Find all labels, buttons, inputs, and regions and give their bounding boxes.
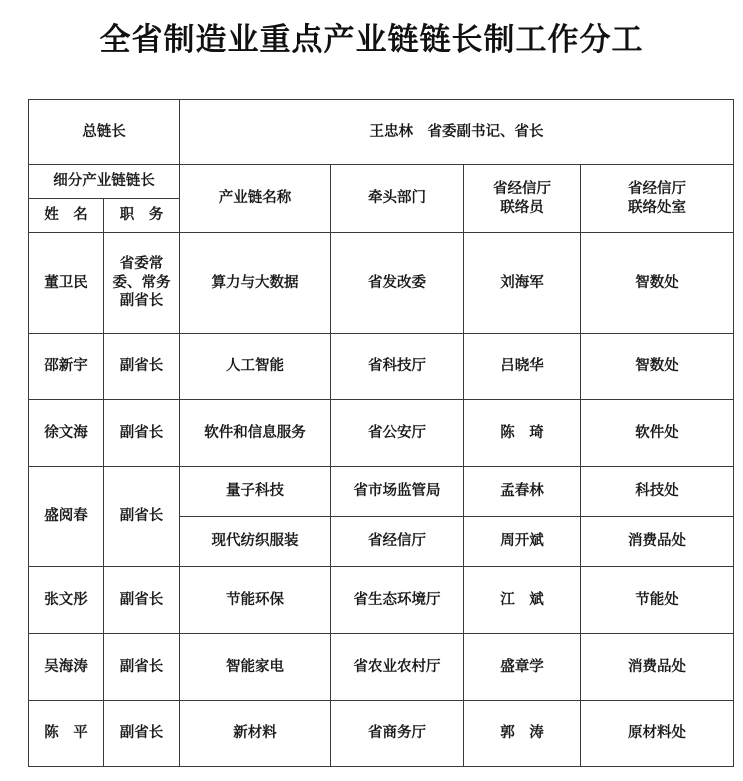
liaison-office: 智数处 [581, 334, 734, 400]
lead-department: 省市场监管局 [331, 467, 464, 517]
leader-position: 副省长 [104, 567, 180, 634]
chain-name-header: 产业链名称 [180, 165, 331, 233]
liaison-office: 节能处 [581, 567, 734, 634]
leader-position: 副省长 [104, 334, 180, 400]
chain-name: 现代纺织服装 [180, 517, 331, 567]
leader-position: 副省长 [104, 701, 180, 767]
chain-name: 算力与大数据 [180, 233, 331, 334]
leader-name: 董卫民 [29, 233, 104, 334]
table-row [29, 567, 734, 634]
division-of-work-table [28, 99, 734, 767]
lead-department: 省公安厅 [331, 400, 464, 467]
liaison-office: 消费品处 [581, 634, 734, 701]
header-row-1 [29, 165, 734, 199]
chain-name: 新材料 [180, 701, 331, 767]
liaison-person: 刘海军 [464, 233, 581, 334]
liaison-person-header: 省经信厅 联络员 [464, 165, 581, 233]
liaison-person: 盛章学 [464, 634, 581, 701]
table-row [29, 400, 734, 467]
lead-department: 省生态环境厅 [331, 567, 464, 634]
leader-position: 副省长 [104, 400, 180, 467]
table-row [29, 634, 734, 701]
liaison-person: 周开斌 [464, 517, 581, 567]
lead-department: 省科技厅 [331, 334, 464, 400]
liaison-person: 吕晓华 [464, 334, 581, 400]
leader-name: 陈 平 [29, 701, 104, 767]
liaison-office: 科技处 [581, 467, 734, 517]
liaison-office: 智数处 [581, 233, 734, 334]
chain-name: 量子科技 [180, 467, 331, 517]
chain-name: 人工智能 [180, 334, 331, 400]
leader-position: 省委常 委、常务 副省长 [104, 233, 180, 334]
liaison-person: 江 斌 [464, 567, 581, 634]
lead-department: 省发改委 [331, 233, 464, 334]
leader-name: 盛阅春 [29, 467, 104, 567]
chain-name: 软件和信息服务 [180, 400, 331, 467]
liaison-person: 陈 琦 [464, 400, 581, 467]
lead-department: 省商务厅 [331, 701, 464, 767]
chief-value: 王忠林 省委副书记、省长 [180, 100, 734, 165]
name-header: 姓 名 [29, 199, 104, 233]
leader-name: 徐文海 [29, 400, 104, 467]
page-title: 全省制造业重点产业链链长制工作分工 [99, 22, 644, 58]
chief-row [29, 100, 734, 165]
leader-name: 邵新宇 [29, 334, 104, 400]
chain-name: 智能家电 [180, 634, 331, 701]
chain-name: 节能环保 [180, 567, 331, 634]
chief-label: 总链长 [29, 100, 180, 165]
sub-chain-leader-header: 细分产业链链长 [29, 165, 180, 199]
liaison-office: 原材料处 [581, 701, 734, 767]
liaison-office-header: 省经信厅 联络处室 [581, 165, 734, 233]
leader-position: 副省长 [104, 634, 180, 701]
leader-position: 副省长 [104, 467, 180, 567]
position-header: 职 务 [104, 199, 180, 233]
table-row [29, 334, 734, 400]
table-row [29, 467, 734, 517]
liaison-office: 软件处 [581, 400, 734, 467]
liaison-person: 孟春林 [464, 467, 581, 517]
liaison-office: 消费品处 [581, 517, 734, 567]
table-row [29, 233, 734, 334]
lead-department: 省农业农村厅 [331, 634, 464, 701]
liaison-person: 郭 涛 [464, 701, 581, 767]
leader-name: 张文彤 [29, 567, 104, 634]
leader-name: 吴海涛 [29, 634, 104, 701]
lead-department: 省经信厅 [331, 517, 464, 567]
table-row [29, 701, 734, 767]
lead-department-header: 牵头部门 [331, 165, 464, 233]
